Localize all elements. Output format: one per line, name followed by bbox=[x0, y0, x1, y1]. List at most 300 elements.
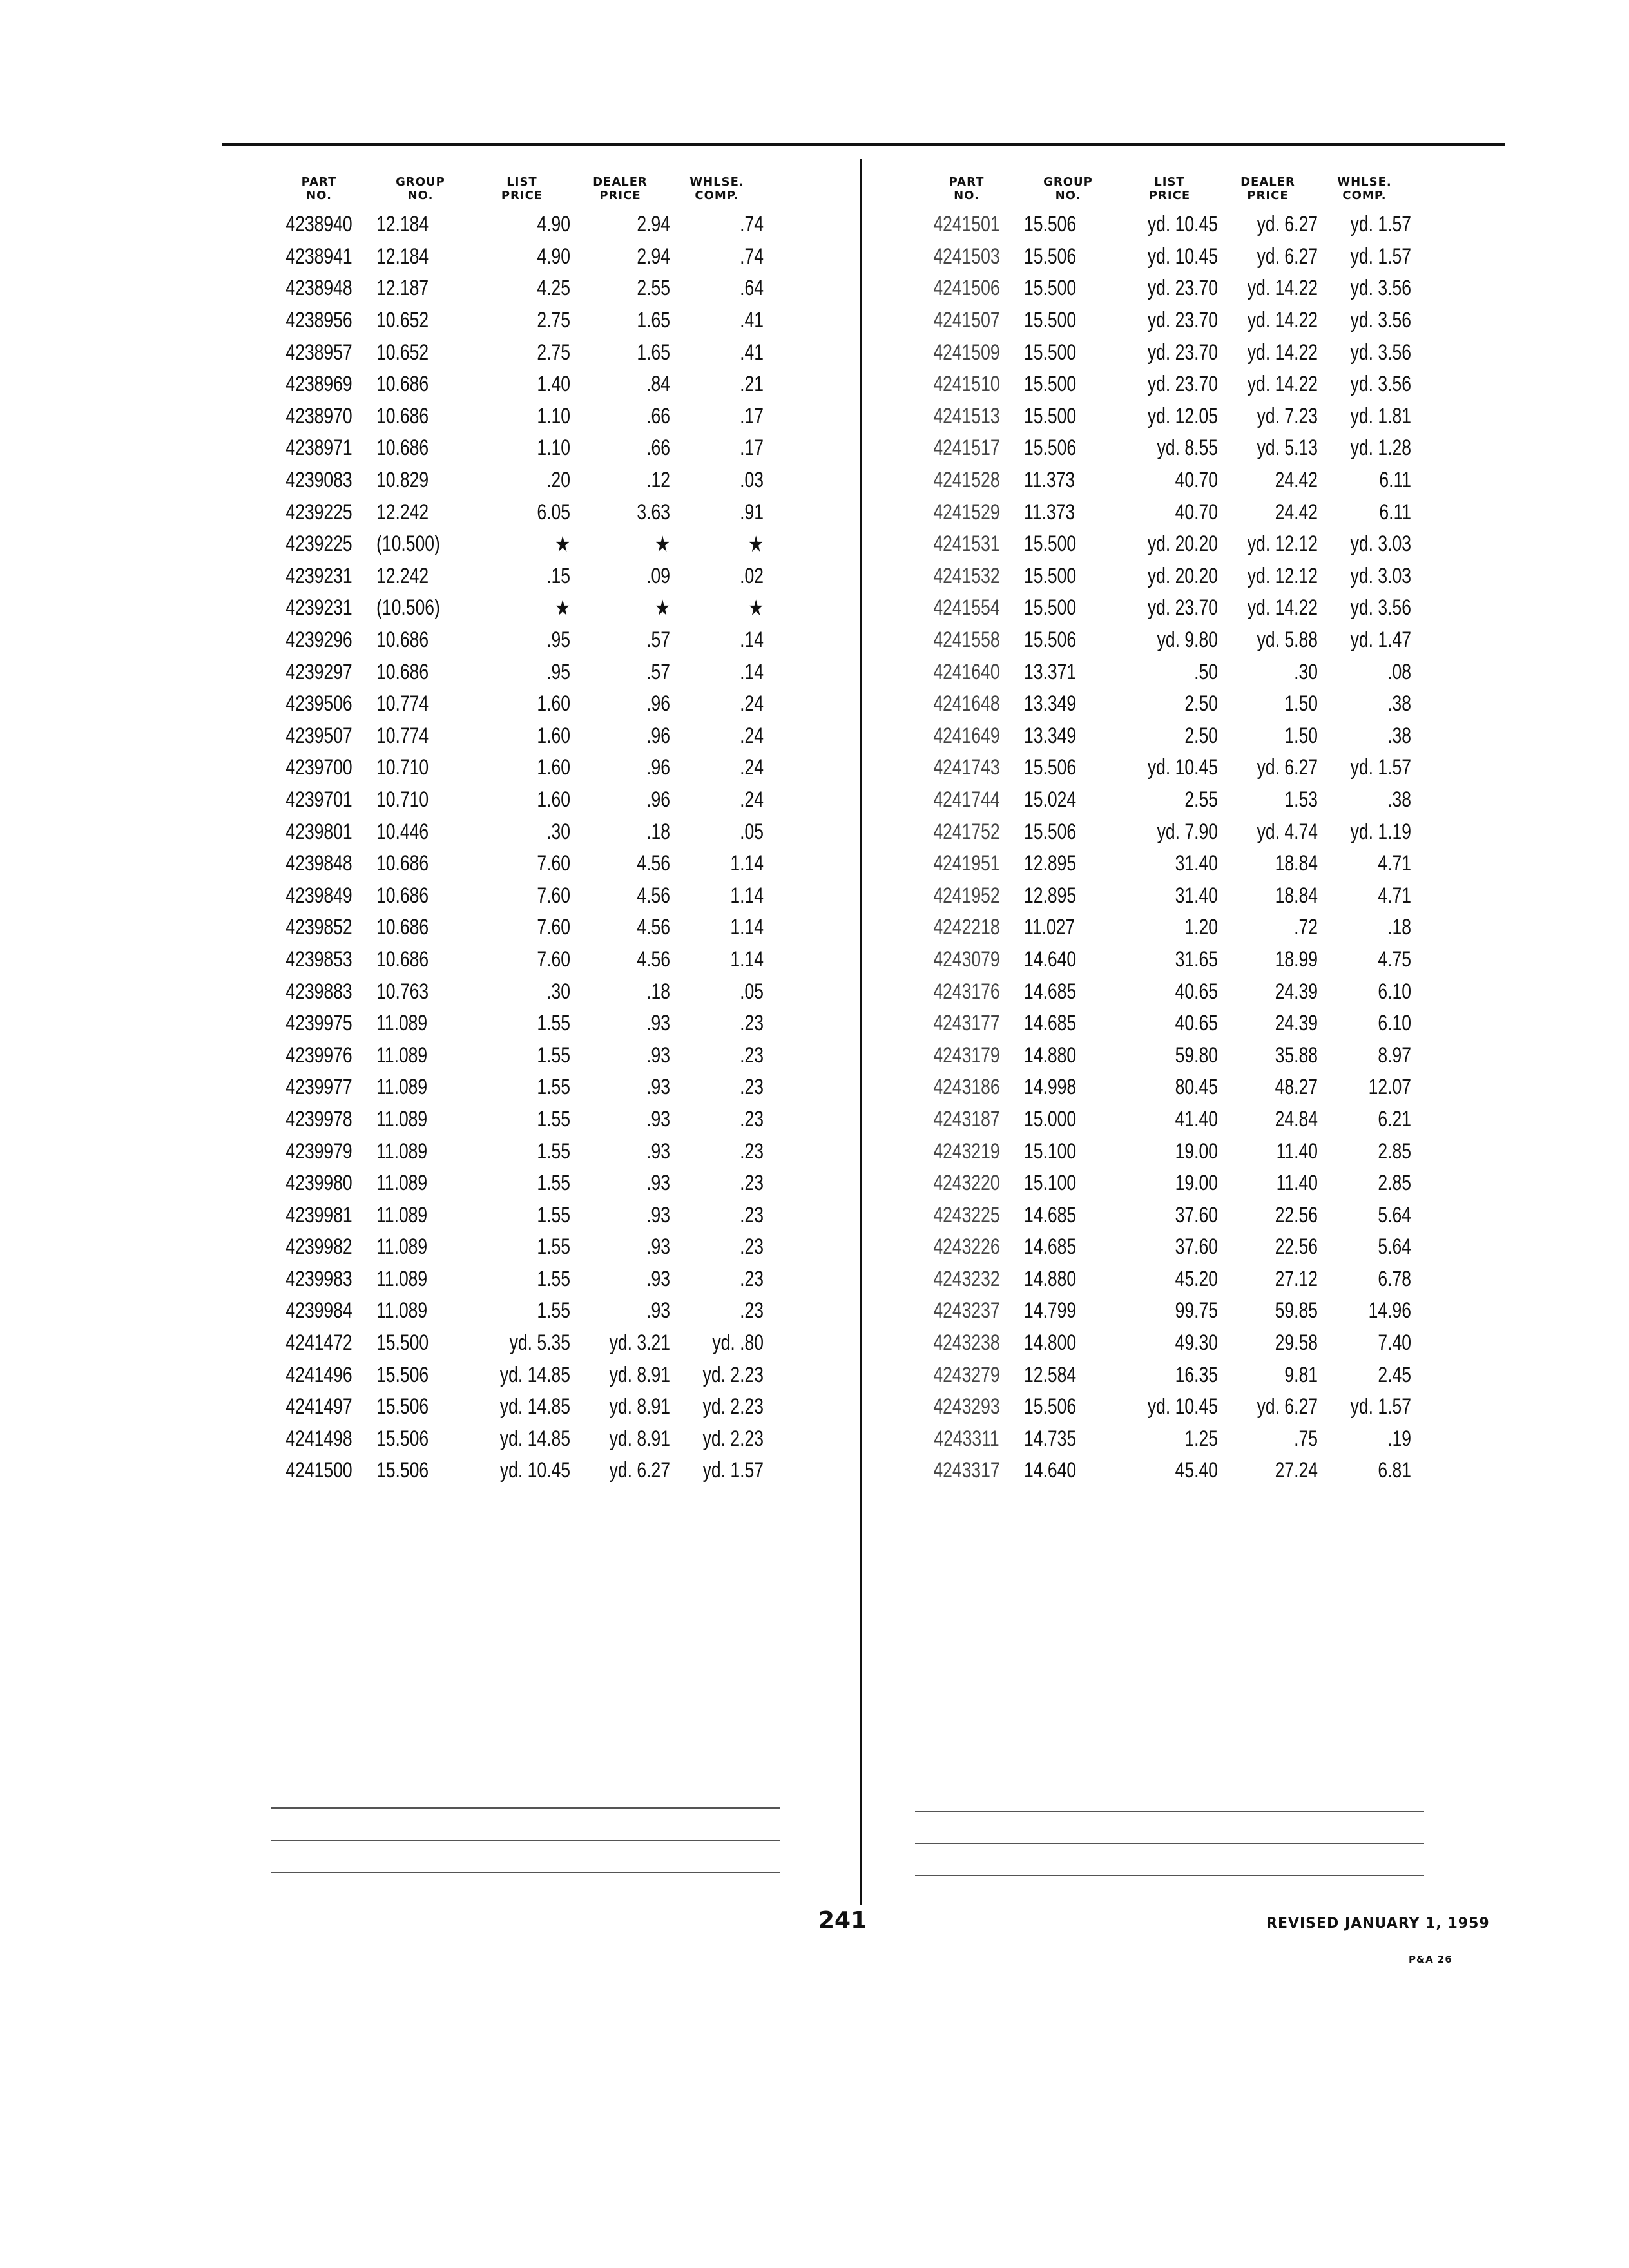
cell-group-no: 10.686 bbox=[376, 436, 429, 461]
table-row bbox=[271, 1327, 764, 1360]
cell-list-price: yd. 12.05 bbox=[1147, 403, 1218, 428]
cell-list-price: 4.25 bbox=[537, 276, 570, 301]
cell-whlse-comp: yd. 3.56 bbox=[1350, 276, 1411, 301]
table-row bbox=[918, 1135, 1411, 1168]
fill-in-line bbox=[271, 1872, 780, 1873]
cell-list-price: 40.70 bbox=[1175, 499, 1218, 524]
table-row bbox=[918, 944, 1411, 976]
cell-group-no: 15.500 bbox=[1024, 276, 1077, 301]
table-row bbox=[918, 241, 1411, 273]
cell-part-no: 4239981 bbox=[285, 1202, 352, 1227]
cell-dealer-price: 1.50 bbox=[1284, 723, 1318, 748]
table-row bbox=[918, 528, 1411, 561]
table-row bbox=[271, 879, 764, 912]
cell-list-price: .20 bbox=[546, 468, 570, 493]
cell-whlse-comp: 12.07 bbox=[1368, 1075, 1411, 1100]
cell-whlse-comp: .03 bbox=[740, 468, 764, 493]
cell-whlse-comp: .14 bbox=[740, 659, 764, 684]
table-row bbox=[271, 305, 764, 337]
table-row bbox=[271, 401, 764, 433]
table-row bbox=[271, 209, 764, 241]
table-row bbox=[271, 1104, 764, 1136]
cell-part-no: 4241529 bbox=[933, 499, 1000, 524]
cell-part-no: 4241951 bbox=[933, 851, 1000, 876]
table-row bbox=[271, 624, 764, 657]
cell-group-no: 15.000 bbox=[1024, 1106, 1077, 1131]
top-rule bbox=[222, 143, 1505, 146]
cell-dealer-price: 24.39 bbox=[1275, 1011, 1318, 1036]
cell-dealer-price: .93 bbox=[646, 1171, 670, 1196]
cell-group-no: 10.446 bbox=[376, 819, 429, 844]
cell-part-no: 4243177 bbox=[933, 1011, 1000, 1036]
cell-group-no: 15.024 bbox=[1024, 787, 1077, 812]
cell-group-no: 10.710 bbox=[376, 787, 429, 812]
parts-table-right bbox=[918, 166, 1411, 1487]
cell-group-no: 15.506 bbox=[1024, 819, 1077, 844]
cell-part-no: 4238941 bbox=[285, 244, 352, 269]
cell-part-no: 4241506 bbox=[933, 276, 1000, 301]
cell-dealer-price: .12 bbox=[646, 468, 670, 493]
cell-part-no: 4241510 bbox=[933, 372, 1000, 397]
table-row bbox=[918, 975, 1411, 1008]
fill-in-line bbox=[915, 1875, 1424, 1876]
header-whlse-comp: WHLSE. COMP. bbox=[1337, 175, 1392, 202]
cell-list-price: 16.35 bbox=[1175, 1362, 1218, 1387]
table-row bbox=[918, 1359, 1411, 1391]
table-row bbox=[271, 432, 764, 465]
cell-list-price: .15 bbox=[546, 563, 570, 588]
table-row bbox=[271, 784, 764, 816]
cell-dealer-price: 11.40 bbox=[1276, 1139, 1318, 1164]
cell-list-price: yd. 20.20 bbox=[1147, 563, 1218, 588]
table-row bbox=[918, 1295, 1411, 1327]
cell-whlse-comp: yd. 3.56 bbox=[1350, 595, 1411, 620]
cell-group-no: 10.652 bbox=[376, 340, 429, 365]
cell-whlse-comp: .74 bbox=[740, 212, 764, 237]
cell-dealer-price: 27.24 bbox=[1275, 1458, 1318, 1483]
table-row bbox=[918, 720, 1411, 753]
cell-whlse-comp: .41 bbox=[740, 340, 764, 365]
cell-group-no: 14.799 bbox=[1024, 1298, 1077, 1323]
cell-part-no: 4242218 bbox=[933, 915, 1000, 940]
cell-part-no: 4243079 bbox=[933, 947, 1000, 972]
cell-part-no: 4239979 bbox=[285, 1139, 352, 1164]
cell-dealer-price: .96 bbox=[646, 787, 670, 812]
cell-part-no: 4241503 bbox=[933, 244, 1000, 269]
cell-part-no: 4241752 bbox=[933, 819, 1000, 844]
header-whlse-comp: WHLSE. COMP. bbox=[689, 175, 744, 202]
cell-dealer-price: .93 bbox=[646, 1106, 670, 1131]
table-row bbox=[918, 1104, 1411, 1136]
cell-part-no: 4241531 bbox=[933, 532, 1000, 557]
table-row bbox=[271, 688, 764, 720]
cell-group-no: (10.500) bbox=[376, 532, 440, 557]
cell-whlse-comp: yd. 3.56 bbox=[1350, 308, 1411, 333]
table-row bbox=[271, 816, 764, 848]
cell-list-price: 1.55 bbox=[537, 1075, 570, 1100]
cell-list-price: 4.90 bbox=[537, 212, 570, 237]
cell-whlse-comp: yd. 1.81 bbox=[1350, 403, 1411, 428]
cell-list-price: yd. 23.70 bbox=[1147, 340, 1218, 365]
cell-dealer-price: 2.55 bbox=[637, 276, 670, 301]
cell-dealer-price: ★ bbox=[655, 532, 670, 557]
cell-whlse-comp: .74 bbox=[740, 244, 764, 269]
cell-list-price: 49.30 bbox=[1175, 1331, 1218, 1356]
header-dealer-price: DEALER PRICE bbox=[593, 175, 648, 202]
cell-whlse-comp: 14.96 bbox=[1368, 1298, 1411, 1323]
cell-dealer-price: .75 bbox=[1294, 1426, 1318, 1451]
cell-part-no: 4239801 bbox=[285, 819, 352, 844]
cell-list-price: 41.40 bbox=[1175, 1106, 1218, 1131]
cell-list-price: 1.60 bbox=[537, 691, 570, 716]
cell-group-no: 14.685 bbox=[1024, 1235, 1077, 1260]
table-row bbox=[271, 1199, 764, 1231]
cell-part-no: 4241952 bbox=[933, 883, 1000, 908]
cell-dealer-price: 2.94 bbox=[637, 212, 670, 237]
table-row bbox=[271, 241, 764, 273]
cell-part-no: 4239976 bbox=[285, 1043, 352, 1068]
cell-group-no: 14.685 bbox=[1024, 1202, 1077, 1227]
cell-group-no: 11.089 bbox=[376, 1075, 428, 1100]
cell-list-price: 7.60 bbox=[537, 947, 570, 972]
table-row bbox=[271, 369, 764, 401]
cell-group-no: 15.506 bbox=[1024, 436, 1077, 461]
cell-whlse-comp: .18 bbox=[1387, 915, 1411, 940]
cell-whlse-comp: .23 bbox=[740, 1106, 764, 1131]
cell-whlse-comp: .24 bbox=[740, 787, 764, 812]
cell-whlse-comp: .14 bbox=[740, 628, 764, 653]
cell-dealer-price: 4.56 bbox=[637, 851, 670, 876]
cell-whlse-comp: yd. 1.57 bbox=[702, 1458, 764, 1483]
cell-dealer-price: .18 bbox=[646, 979, 670, 1004]
cell-dealer-price: 9.81 bbox=[1284, 1362, 1318, 1387]
cell-whlse-comp: .38 bbox=[1387, 787, 1411, 812]
cell-dealer-price: .66 bbox=[646, 403, 670, 428]
cell-part-no: 4238970 bbox=[285, 403, 352, 428]
cell-part-no: 4239231 bbox=[285, 595, 352, 620]
cell-list-price: 1.60 bbox=[537, 755, 570, 780]
table-row bbox=[918, 1423, 1411, 1456]
cell-group-no: 12.242 bbox=[376, 563, 429, 588]
cell-whlse-comp: 6.10 bbox=[1378, 979, 1411, 1004]
cell-dealer-price: 22.56 bbox=[1275, 1202, 1318, 1227]
cell-group-no: 14.880 bbox=[1024, 1043, 1077, 1068]
cell-whlse-comp: .38 bbox=[1387, 723, 1411, 748]
cell-whlse-comp: .17 bbox=[740, 403, 764, 428]
cell-list-price: 1.40 bbox=[537, 372, 570, 397]
cell-dealer-price: yd. 8.91 bbox=[609, 1394, 670, 1419]
header-group-no: GROUP NO. bbox=[1043, 175, 1093, 202]
cell-part-no: 4243219 bbox=[933, 1139, 1000, 1164]
cell-list-price: 4.90 bbox=[537, 244, 570, 269]
cell-part-no: 4241528 bbox=[933, 468, 1000, 493]
cell-dealer-price: yd. 6.27 bbox=[1257, 1394, 1318, 1419]
table-row bbox=[918, 305, 1411, 337]
cell-whlse-comp: 5.64 bbox=[1378, 1202, 1411, 1227]
cell-part-no: 4238969 bbox=[285, 372, 352, 397]
cell-group-no: 11.089 bbox=[376, 1298, 428, 1323]
cell-whlse-comp: 6.81 bbox=[1378, 1458, 1411, 1483]
cell-part-no: 4239083 bbox=[285, 468, 352, 493]
cell-group-no: 12.895 bbox=[1024, 851, 1077, 876]
table-row bbox=[271, 1359, 764, 1391]
table-row bbox=[271, 465, 764, 497]
cell-list-price: 1.60 bbox=[537, 723, 570, 748]
cell-dealer-price: 35.88 bbox=[1275, 1043, 1318, 1068]
header-dealer-price: DEALER PRICE bbox=[1240, 175, 1295, 202]
cell-dealer-price: .72 bbox=[1294, 915, 1318, 940]
cell-list-price: .95 bbox=[546, 659, 570, 684]
page-number: 241 bbox=[818, 1907, 867, 1934]
cell-group-no: 11.027 bbox=[1024, 915, 1075, 940]
cell-part-no: 4241498 bbox=[285, 1426, 352, 1451]
cell-part-no: 4241648 bbox=[933, 691, 1000, 716]
table-body bbox=[271, 209, 764, 1487]
cell-group-no: 15.506 bbox=[1024, 755, 1077, 780]
table-row bbox=[918, 879, 1411, 912]
cell-list-price: yd. 8.55 bbox=[1157, 436, 1218, 461]
cell-group-no: 15.500 bbox=[1024, 563, 1077, 588]
cell-dealer-price: 11.40 bbox=[1276, 1171, 1318, 1196]
cell-dealer-price: .96 bbox=[646, 691, 670, 716]
table-row bbox=[918, 496, 1411, 528]
table-row bbox=[918, 624, 1411, 657]
cell-list-price: .30 bbox=[546, 979, 570, 1004]
table-row bbox=[918, 848, 1411, 880]
cell-list-price: 59.80 bbox=[1175, 1043, 1218, 1068]
cell-part-no: 4241497 bbox=[285, 1394, 352, 1419]
cell-whlse-comp: yd. 1.57 bbox=[1350, 212, 1411, 237]
cell-list-price: yd. 10.45 bbox=[1147, 244, 1218, 269]
cell-dealer-price: yd. 14.22 bbox=[1247, 276, 1318, 301]
cell-dealer-price: 59.85 bbox=[1275, 1298, 1318, 1323]
cell-list-price: yd. 23.70 bbox=[1147, 595, 1218, 620]
cell-whlse-comp: .23 bbox=[740, 1043, 764, 1068]
cell-part-no: 4241640 bbox=[933, 659, 1000, 684]
cell-dealer-price: yd. 12.12 bbox=[1247, 563, 1318, 588]
cell-whlse-comp: 5.64 bbox=[1378, 1235, 1411, 1260]
cell-dealer-price: 4.56 bbox=[637, 883, 670, 908]
cell-whlse-comp: yd. .80 bbox=[712, 1331, 764, 1356]
cell-dealer-price: ★ bbox=[655, 595, 670, 620]
cell-whlse-comp: .08 bbox=[1387, 659, 1411, 684]
cell-part-no: 4239297 bbox=[285, 659, 352, 684]
cell-list-price: 1.55 bbox=[537, 1139, 570, 1164]
cell-whlse-comp: yd. 2.23 bbox=[702, 1394, 764, 1419]
cell-whlse-comp: ★ bbox=[748, 595, 764, 620]
cell-part-no: 4239296 bbox=[285, 628, 352, 653]
cell-group-no: 15.506 bbox=[376, 1394, 429, 1419]
cell-part-no: 4243317 bbox=[933, 1458, 1000, 1483]
cell-list-price: 99.75 bbox=[1175, 1298, 1218, 1323]
cell-dealer-price: 3.63 bbox=[637, 499, 670, 524]
cell-part-no: 4239853 bbox=[285, 947, 352, 972]
cell-list-price: yd. 20.20 bbox=[1147, 532, 1218, 557]
cell-dealer-price: yd. 6.27 bbox=[1257, 212, 1318, 237]
cell-dealer-price: 1.53 bbox=[1284, 787, 1318, 812]
cell-list-price: 1.20 bbox=[1184, 915, 1218, 940]
cell-list-price: yd. 10.45 bbox=[1147, 1394, 1218, 1419]
cell-dealer-price: yd. 12.12 bbox=[1247, 532, 1318, 557]
cell-whlse-comp: .05 bbox=[740, 979, 764, 1004]
table-row bbox=[271, 496, 764, 528]
fill-in-line bbox=[271, 1840, 780, 1841]
cell-list-price: 2.50 bbox=[1184, 723, 1218, 748]
table-row bbox=[271, 1231, 764, 1264]
cell-list-price: 19.00 bbox=[1175, 1139, 1218, 1164]
cell-group-no: 11.089 bbox=[376, 1202, 428, 1227]
cell-part-no: 4239978 bbox=[285, 1106, 352, 1131]
cell-dealer-price: .93 bbox=[646, 1075, 670, 1100]
cell-part-no: 4243186 bbox=[933, 1075, 1000, 1100]
table-row bbox=[271, 1072, 764, 1104]
cell-list-price: 40.65 bbox=[1175, 1011, 1218, 1036]
cell-whlse-comp: .17 bbox=[740, 436, 764, 461]
cell-part-no: 4239225 bbox=[285, 532, 352, 557]
cell-whlse-comp: yd. 1.57 bbox=[1350, 1394, 1411, 1419]
cell-list-price: 1.55 bbox=[537, 1011, 570, 1036]
table-row bbox=[918, 369, 1411, 401]
table-row bbox=[918, 816, 1411, 848]
table-row bbox=[918, 688, 1411, 720]
cell-part-no: 4239983 bbox=[285, 1266, 352, 1291]
cell-part-no: 4239507 bbox=[285, 723, 352, 748]
cell-part-no: 4241558 bbox=[933, 628, 1000, 653]
cell-whlse-comp: yd. 1.57 bbox=[1350, 244, 1411, 269]
cell-whlse-comp: 1.14 bbox=[730, 883, 764, 908]
cell-part-no: 4239506 bbox=[285, 691, 352, 716]
cell-list-price: 40.65 bbox=[1175, 979, 1218, 1004]
cell-group-no: 10.686 bbox=[376, 851, 429, 876]
cell-whlse-comp: 2.85 bbox=[1378, 1171, 1411, 1196]
cell-whlse-comp: yd. 2.23 bbox=[702, 1362, 764, 1387]
table-row bbox=[918, 561, 1411, 593]
cell-group-no: 15.506 bbox=[1024, 212, 1077, 237]
cell-group-no: 15.500 bbox=[1024, 532, 1077, 557]
cell-list-price: 1.55 bbox=[537, 1266, 570, 1291]
cell-dealer-price: .93 bbox=[646, 1139, 670, 1164]
cell-group-no: 15.506 bbox=[376, 1458, 429, 1483]
cell-list-price: 2.75 bbox=[537, 308, 570, 333]
table-row bbox=[271, 1135, 764, 1168]
cell-part-no: 4243293 bbox=[933, 1394, 1000, 1419]
cell-group-no: (10.506) bbox=[376, 595, 440, 620]
cell-list-price: 1.55 bbox=[537, 1043, 570, 1068]
cell-part-no: 4243232 bbox=[933, 1266, 1000, 1291]
cell-list-price: 1.10 bbox=[537, 436, 570, 461]
cell-dealer-price: 24.39 bbox=[1275, 979, 1318, 1004]
cell-part-no: 4243225 bbox=[933, 1202, 1000, 1227]
table-row bbox=[271, 975, 764, 1008]
cell-list-price: yd. 14.85 bbox=[499, 1394, 570, 1419]
cell-group-no: 15.500 bbox=[376, 1331, 429, 1356]
cell-part-no: 4243238 bbox=[933, 1331, 1000, 1356]
cell-whlse-comp: .23 bbox=[740, 1139, 764, 1164]
cell-dealer-price: 18.84 bbox=[1275, 851, 1318, 876]
cell-group-no: 12.584 bbox=[1024, 1362, 1077, 1387]
cell-dealer-price: 24.42 bbox=[1275, 468, 1318, 493]
cell-list-price: yd. 23.70 bbox=[1147, 308, 1218, 333]
cell-group-no: 11.089 bbox=[376, 1106, 428, 1131]
cell-group-no: 14.640 bbox=[1024, 1458, 1077, 1483]
cell-list-price: yd. 10.45 bbox=[1147, 755, 1218, 780]
cell-dealer-price: .18 bbox=[646, 819, 670, 844]
cell-part-no: 4239980 bbox=[285, 1171, 352, 1196]
cell-group-no: 10.652 bbox=[376, 308, 429, 333]
cell-whlse-comp: .23 bbox=[740, 1075, 764, 1100]
revision-date: REVISED JANUARY 1, 1959 bbox=[1266, 1916, 1490, 1932]
cell-group-no: 11.089 bbox=[376, 1171, 428, 1196]
cell-list-price: 1.55 bbox=[537, 1106, 570, 1131]
cell-group-no: 13.371 bbox=[1024, 659, 1077, 684]
table-row bbox=[271, 561, 764, 593]
cell-list-price: 7.60 bbox=[537, 915, 570, 940]
cell-dealer-price: yd. 5.88 bbox=[1257, 628, 1318, 653]
column-divider bbox=[860, 159, 862, 1905]
table-row bbox=[918, 1455, 1411, 1487]
cell-part-no: 4241743 bbox=[933, 755, 1000, 780]
cell-dealer-price: yd. 6.27 bbox=[609, 1458, 670, 1483]
cell-group-no: 14.800 bbox=[1024, 1331, 1077, 1356]
cell-list-price: 1.55 bbox=[537, 1202, 570, 1227]
cell-list-price: 1.55 bbox=[537, 1235, 570, 1260]
table-row bbox=[271, 1391, 764, 1423]
cell-group-no: 11.373 bbox=[1024, 499, 1075, 524]
cell-whlse-comp: .38 bbox=[1387, 691, 1411, 716]
cell-part-no: 4239852 bbox=[285, 915, 352, 940]
cell-part-no: 4243311 bbox=[934, 1426, 999, 1451]
table-row bbox=[918, 1072, 1411, 1104]
cell-list-price: 6.05 bbox=[537, 499, 570, 524]
cell-part-no: 4239231 bbox=[285, 563, 352, 588]
cell-group-no: 14.998 bbox=[1024, 1075, 1077, 1100]
header-list-price: LIST PRICE bbox=[501, 175, 543, 202]
cell-whlse-comp: .91 bbox=[740, 499, 764, 524]
cell-list-price: ★ bbox=[555, 595, 570, 620]
cell-list-price: ★ bbox=[555, 532, 570, 557]
cell-whlse-comp: yd. 1.19 bbox=[1350, 819, 1411, 844]
cell-part-no: 4239700 bbox=[285, 755, 352, 780]
cell-whlse-comp: 8.97 bbox=[1378, 1043, 1411, 1068]
table-row bbox=[271, 720, 764, 753]
cell-part-no: 4239848 bbox=[285, 851, 352, 876]
cell-group-no: 10.686 bbox=[376, 403, 429, 428]
cell-group-no: 10.774 bbox=[376, 691, 429, 716]
table-row bbox=[918, 465, 1411, 497]
table-row bbox=[918, 1264, 1411, 1296]
cell-part-no: 4238956 bbox=[285, 308, 352, 333]
cell-list-price: 2.75 bbox=[537, 340, 570, 365]
cell-group-no: 10.686 bbox=[376, 947, 429, 972]
cell-part-no: 4241649 bbox=[933, 723, 1000, 748]
cell-part-no: 4238948 bbox=[285, 276, 352, 301]
cell-part-no: 4241507 bbox=[933, 308, 1000, 333]
cell-whlse-comp: 6.21 bbox=[1378, 1106, 1411, 1131]
cell-whlse-comp: .23 bbox=[740, 1202, 764, 1227]
cell-list-price: 31.40 bbox=[1175, 883, 1218, 908]
cell-group-no: 12.184 bbox=[376, 212, 429, 237]
cell-group-no: 10.686 bbox=[376, 915, 429, 940]
table-row bbox=[271, 1423, 764, 1456]
cell-whlse-comp: 4.71 bbox=[1378, 851, 1411, 876]
cell-whlse-comp: 6.11 bbox=[1379, 499, 1411, 524]
table-row bbox=[918, 273, 1411, 305]
table-row bbox=[918, 784, 1411, 816]
cell-group-no: 12.187 bbox=[376, 276, 429, 301]
cell-whlse-comp: .23 bbox=[740, 1171, 764, 1196]
table-row bbox=[271, 1295, 764, 1327]
table-row bbox=[271, 336, 764, 369]
